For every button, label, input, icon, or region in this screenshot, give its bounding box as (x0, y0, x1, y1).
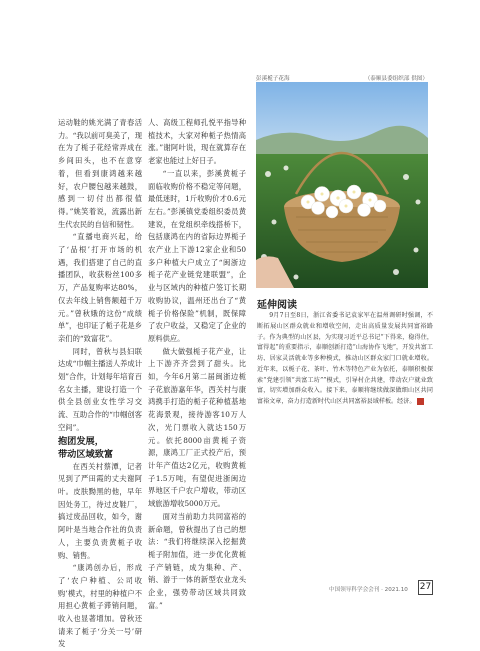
article-paragraph: “一直以来，彭溪黄栀子面临收购价格不稳定等问题，最低迷时，1斤收购价才0.6元左右。”彭溪镇党委组织委员黄建说，在党组织牵线搭桥下，包括康鸿在内的省际边界栀子农产业上下游12家企业和50多户种植大户成立了“闽浙边栀子花产业链党建联盟”，企业与区域内的种植户签订长期收购协议，温州还出台了“黄栀子价格保险”机制，既保障了农户收益，又稳定了企业的原料供应。 (148, 168, 246, 343)
article-column-2 (148, 117, 246, 612)
article-paragraph: 人、高级工程师孔悦平指导种植技术，大家对种栀子热情高涨。”谢阿叶说，现在就算存在老家也能过上好日子。 (148, 118, 246, 166)
extended-reading-text: 9月7日至8日，浙江省委书记袁家军在温州调研时强调，不断拓展山区群众就业和增收空间，走出高质量发展共同富裕路子。作为典型的山区县，为实现习近平总书记“下得来，稳得住，富得起”的重要指示，泰顺创新打造“山海协作飞地”，开发共富工坊、居家灵活就业等多种模式，推动山区群众家门口就业增收。近年来，以栀子花、茶叶、竹木等特色产业为依托，泰顺积极探索“党建引领“共富工坊””模式，引导村企共建，带动农户就业致富，切实增加群众收入。接下来，泰顺将继续做深做细山区共同富裕文章，奋力打造新时代山区共同富裕县域样板。 (257, 312, 433, 405)
article-paragraph: 运动鞋的姚光满了青春活力。“我以前可臭美了，现在为了栀子花经常弄成在乡间田头，也不在意穿着，但看到康鸿越来越好，农户腰包越来越鼓，感到一切付出都很值得。”姚笑着说，流露出新生代农民的自信和韧性。 (58, 118, 142, 229)
extended-reading-body (257, 311, 433, 408)
article-paragraph: 同时，曾秋与县妇联达成“巾帼主播送人养成计划”合作，计划每年培育百名女主播，建设打造一个供全县创业女性学习交流、互助合作的“巾帼创客空间”。 (58, 346, 142, 432)
article-paragraph: 在西关村蔡潭，记者见到了严田霞的丈夫谢阿叶。皮肤黝黑的他，早年因处务工，待过皮鞋厂，搞过废品回收，如今，谢阿叶是当地合作社的负责人，主要负责黄栀子收购、销售。 (58, 461, 142, 560)
gardenia-basket-photo (256, 82, 428, 288)
photo-illustration (256, 82, 428, 288)
article-paragraph: “直播电商兴起，给了‘品根’打开市场的机遇，我们搭建了自己的直播团队，收获粉丝100多万，产品复购率达80%，仅去年线上销售额超千万元。”曾秋娥的这份“成绩单”，也印证了栀子花是乡亲们的“致富花”。 (58, 232, 142, 343)
page-number: 27 (418, 580, 433, 595)
photo-caption-title: 彭溪栀子花海 (256, 76, 290, 82)
article-paragraph: 面对当前助力共同富裕的新命题，曾秋提出了自己的想法：“我们将继续深入挖掘黄栀子附加值，进一步优化黄栀子产销链，成为集种、产、销、游于一体的新型农业龙头企业，强势带动区域共同致富。” (148, 511, 246, 610)
article-paragraph: 做大做强栀子花产业，让上下游齐齐尝到了甜头。比如，今年6月第二届闽浙边栀子花旅游嘉年华，西关村与康鸿携手打造的栀子花种植基地花海景观，接待游客10万人次，光门票收入就达150万元。依托8000亩黄栀子资源，康鸿工厂正式投产后，预计年产值达2亿元，收购黄栀子1.5万吨，有望促进浙闽边界地区千户农户增收，带动区域旅游增收5000万元。 (148, 346, 246, 509)
photo-caption (256, 74, 428, 82)
extended-reading-end: 经济。 (397, 398, 416, 405)
photo-credit: （泰顺县委组织部 供图） (364, 76, 428, 82)
footer-publication: 中国领导科学会会刊 · 2021.10 (329, 587, 408, 593)
article-paragraph: “康鸿创办后，形成了‘农户种植、公司收购’模式，村里的种植户不用担心黄栀子滞销问题，收入也显著增加。曾秋还请来了栀子‘分关一号’研发 (58, 563, 142, 649)
article-column-1 (58, 117, 142, 651)
section-heading: 抱团发展， 带动区域致富 (58, 435, 114, 460)
extended-reading-title: 延伸阅读 (257, 300, 297, 311)
end-mark-icon (417, 398, 424, 405)
